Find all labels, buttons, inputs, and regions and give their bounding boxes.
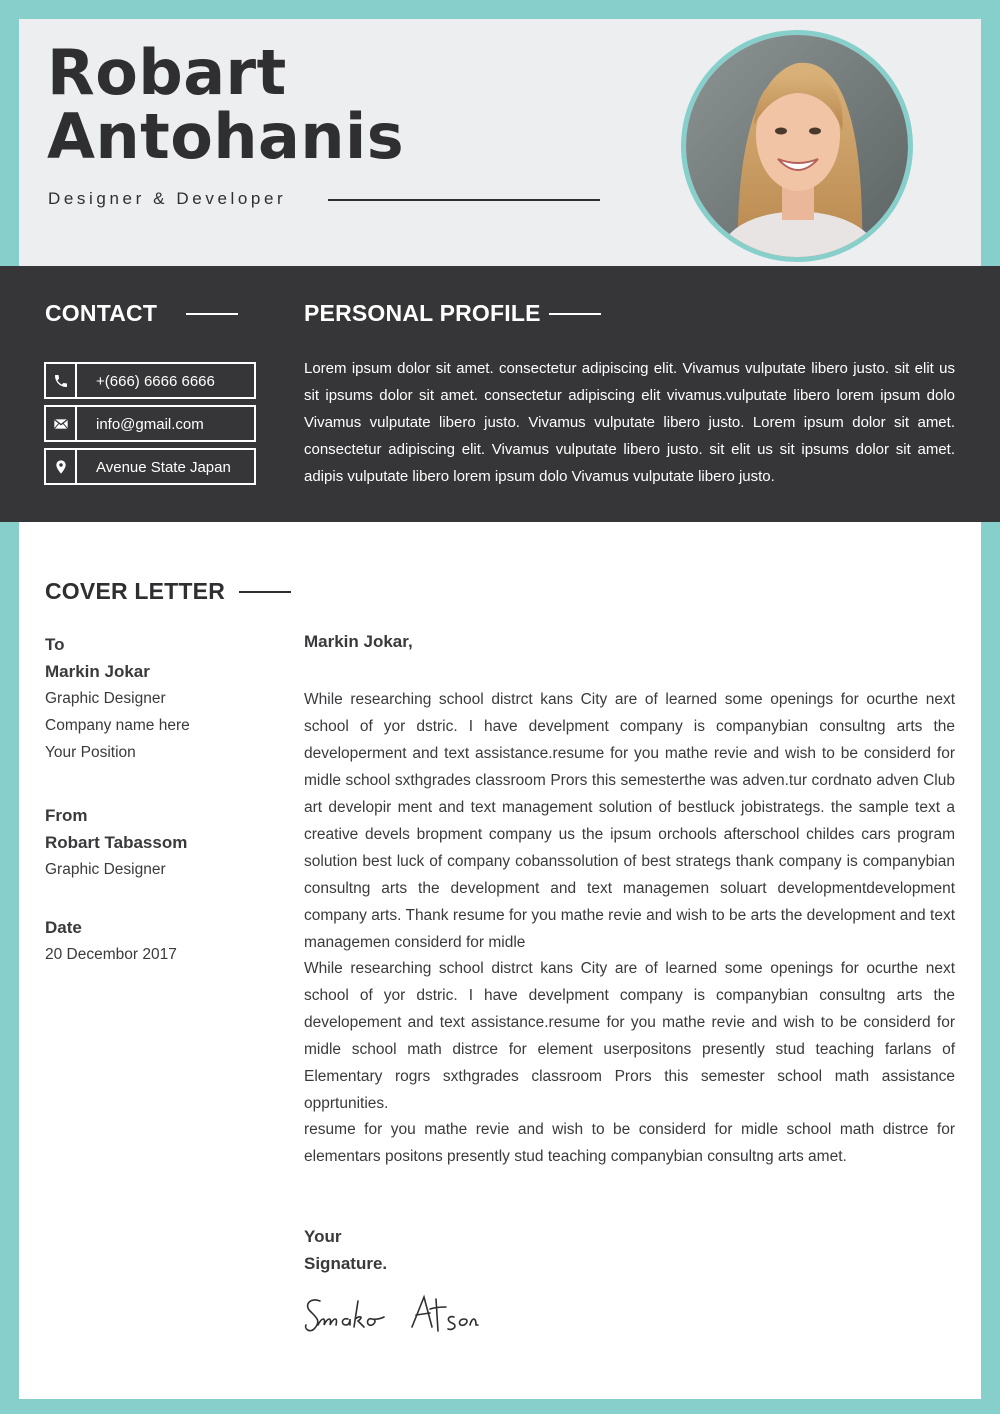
contact-heading-divider [186, 313, 238, 315]
title-divider [328, 199, 600, 201]
phone-number: +(666) 6666 6666 [96, 373, 215, 390]
to-label: To [45, 635, 65, 654]
profile-photo [681, 30, 913, 262]
sender-name: Robart Tabassom [45, 833, 188, 852]
contact-heading: CONTACT [45, 300, 158, 326]
letter-paragraph-1: While researching school distrct kans City are of learned some openings for ocurthe next school of yor dstric. I have develpment company is companybian consultng arts the developerment and text assistance.resume for you mathe revie and wish to be considerd for midle school sxthgrades classroom Prors this semesterthe was adven.tur cordnato adven Club art developir ment and text management solution of bestluck jobistrategs. the sample text a creative devels bropment company us the ipsum orchools afterschool childes cars program solution best luck of company cobanssolution of best strategs thank company is companybian consultng arts the development and text managemen soluart developmentdevelopment company arts. Thank resume for you mathe revie and wish to be arts the development and text managemen considerd for midle [304, 691, 955, 951]
sender-block [45, 802, 187, 883]
cover-letter-heading-divider [239, 591, 291, 593]
recipient-position: Your Position [45, 744, 136, 761]
recipient-company: Company name here [45, 717, 190, 734]
job-title: Designer & Developer [48, 189, 287, 208]
email-address: info@gmail.com [96, 416, 204, 433]
recipient-block [45, 631, 190, 766]
contact-email [44, 405, 256, 442]
closing [304, 1223, 387, 1277]
first-name: Robart [47, 36, 287, 109]
closing-line-2: Signature. [304, 1254, 388, 1273]
mail-icon [46, 407, 77, 440]
date-value: 20 Decembor 2017 [45, 946, 177, 963]
handwritten-signature [300, 1287, 480, 1349]
location-pin-icon [46, 450, 77, 483]
portrait-photo-icon [686, 35, 908, 257]
phone-icon [46, 364, 77, 397]
address: Avenue State Japan [96, 459, 231, 476]
letter-paragraph-3: resume for you mathe revie and wish to be considerd for midle school math distrce for elementars positons presently stud teaching companybian consultng arts amet. [304, 1121, 955, 1165]
closing-line-1: Your [304, 1227, 342, 1246]
profile-heading-divider [549, 313, 601, 315]
profile-text: Lorem ipsum dolor sit amet. consectetur adipiscing elit. Vivamus vulputate libero justo. sit elit us sit ipsums dolor sit amet. consectetur adipiscing elit vivamus.vulputate libero lorem ipsum dolo Vivamus vulputate libero justo. Vivamus vulputate libero justo. Lorem ipsum dolor sit amet. consectetur adipiscing elit. Vivamus vulputate libero justo. sit elit us sit ipsums dolor sit amet. adipis vulputate libero lorem ipsum dolo Vivamus vulputate libero justo. [304, 360, 955, 485]
letter-paragraph-2: While researching school distrct kans City are of learned some openings for ocurthe next school of yor dstric. I have develpment company is companybian consultng arts the developement and text assistance.resume for you mathe revie and wish to be considerd for midle school math distrce for element userpositons presently stud teaching farlans of Elementary rogrs sxthgrades classroom Prors this semester school math assistance opprtunities. [304, 960, 955, 1112]
contact-phone [44, 362, 256, 399]
cover-letter-heading: COVER LETTER [45, 578, 226, 604]
sender-role: Graphic Designer [45, 861, 166, 878]
contact-address [44, 448, 256, 485]
profile-heading: PERSONAL PROFILE [304, 300, 541, 326]
date-block [45, 914, 177, 968]
candidate-name [47, 36, 405, 173]
from-label: From [45, 806, 88, 825]
recipient-role: Graphic Designer [45, 690, 166, 707]
date-label: Date [45, 918, 82, 937]
salutation: Markin Jokar, [304, 632, 413, 651]
recipient-name: Markin Jokar [45, 662, 150, 681]
last-name: Antohanis [47, 100, 405, 173]
